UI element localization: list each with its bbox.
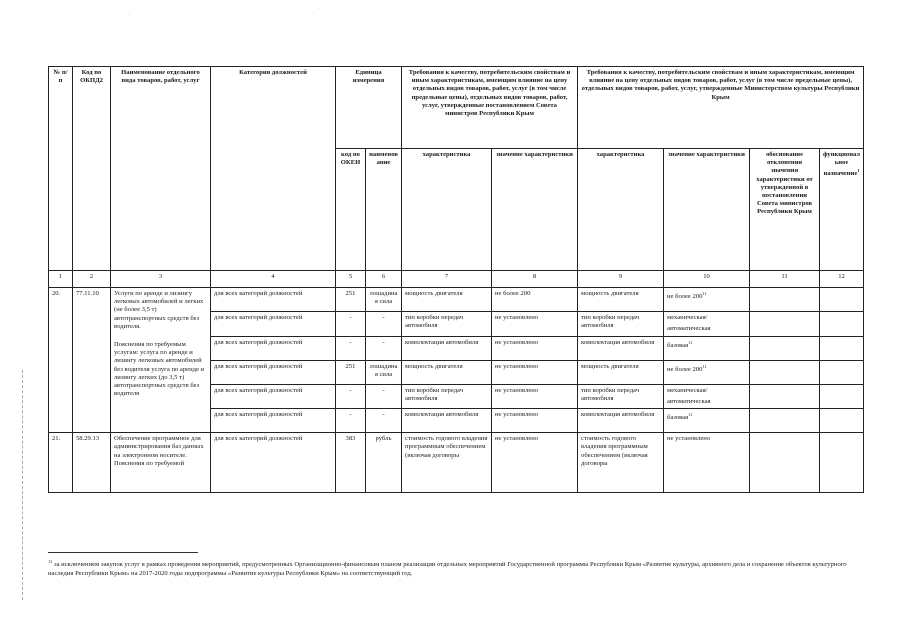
cell-justification [750, 409, 820, 433]
cell-value: не установлено [492, 312, 578, 337]
cell-function [820, 288, 864, 312]
cell-function [820, 360, 864, 384]
row-item-name: Обеспечение программное для администрирования баз данных на электронном носителе. Пояснения по требуемой [111, 433, 211, 493]
col-number: 1 [49, 271, 73, 288]
footnote-divider [48, 552, 198, 553]
cell-function [820, 409, 864, 433]
cell-unit: - [366, 312, 402, 337]
cell-value-2: не установлено [664, 433, 750, 493]
cell-characteristic: комплектация автомобиля [402, 336, 492, 360]
cell-okei: - [336, 312, 366, 337]
cell-characteristic-2: мощность двигателя [578, 360, 664, 384]
value-text: базовая [667, 341, 689, 349]
cell-characteristic: мощность двигателя [402, 288, 492, 312]
cell-okei: - [336, 409, 366, 433]
col-number: 8 [492, 271, 578, 288]
table-row [49, 288, 864, 312]
cell-unit: - [366, 336, 402, 360]
cell-category: для всех категорий должностей [211, 312, 336, 337]
cell-justification [750, 384, 820, 409]
cell-category: для всех категорий должностей [211, 384, 336, 409]
cell-value: не установлено [492, 360, 578, 384]
cell-category: для всех категорий должностей [211, 288, 336, 312]
cell-okei: - [336, 336, 366, 360]
cell-justification [750, 336, 820, 360]
value-text: не более 200 [667, 365, 703, 373]
cell-justification [750, 360, 820, 384]
cell-characteristic-2: тип коробки передач автомобиля [578, 312, 664, 337]
col-header-okpd2: Код по ОКПД2 [73, 67, 111, 271]
col-header-unit-name: наименование [366, 149, 402, 271]
col-number: 7 [402, 271, 492, 288]
cell-function [820, 312, 864, 337]
cell-okei: 251 [336, 288, 366, 312]
cell-category: для всех категорий должностей [211, 409, 336, 433]
row-item-name [111, 288, 211, 433]
cell-okei: 251 [336, 360, 366, 384]
cell-characteristic-2: тип коробки передач автомобиля [578, 384, 664, 409]
cell-characteristic-2: мощность двигателя [578, 288, 664, 312]
cell-category: для всех категорий должностей [211, 433, 336, 493]
footnote-mark: 11 [702, 363, 707, 369]
col-number: 4 [211, 271, 336, 288]
function-label: функциональное назначение [823, 151, 861, 178]
row-number: 21. [49, 433, 73, 493]
table-row [49, 433, 864, 493]
col-number: 10 [664, 271, 750, 288]
cell-justification [750, 288, 820, 312]
row-okpd2-code: 77.11.10 [73, 288, 111, 433]
col-header-category: Категория должностей [211, 67, 336, 271]
cell-characteristic: мощность двигателя [402, 360, 492, 384]
cell-value-2 [664, 409, 750, 433]
footnote-mark: 11 [702, 291, 707, 296]
footnote [48, 557, 863, 578]
cell-value-2 [664, 360, 750, 384]
row-number: 20. [49, 288, 73, 433]
cell-okei: 383 [336, 433, 366, 493]
cell-value: не установлено [492, 384, 578, 409]
col-number: 5 [336, 271, 366, 288]
col-header-function [820, 149, 864, 271]
cell-characteristic-2: комплектация автомобиля [578, 336, 664, 360]
item-note-text: Пояснения по требуемым услугам: услуга по аренде и лизингу легковых автомобилей без водителя услуга по аренде и лизингу легких (до 3,5 т) автотранспортных средств без водителя [114, 341, 205, 398]
item-name-text: Услуги по аренде и лизингу легковых автомобилей и легких (не более 3,5 т) автотранспортных средств без водителя. [114, 290, 204, 330]
col-header-justification: обоснование отклонения значения характеристики от утвержденной в постановлении Совета министров Республики Крым [750, 149, 820, 271]
cell-okei: - [336, 384, 366, 409]
col-number: 2 [73, 271, 111, 288]
cell-characteristic: стоимость годового владения программным обеспечением (включая договоры [402, 433, 492, 493]
requirements-table [48, 66, 864, 493]
cell-unit: лошадиная сила [366, 360, 402, 384]
cell-value-2 [664, 336, 750, 360]
value-text: базовая [667, 414, 689, 422]
cell-category: для всех категорий должностей [211, 336, 336, 360]
cell-characteristic: тип коробки передач автомобиля [402, 312, 492, 337]
cell-function [820, 336, 864, 360]
col-header-characteristic-2: характеристика [578, 149, 664, 271]
footnote-mark: 11 [688, 412, 693, 418]
col-header-gov-requirements: Требования к качеству, потребительским свойствам и иным характеристикам, имеющим влияние на цену отдельных видов товаров, работ, услуг (в том числе предельные цены), отдельных видов товаров, работ, услуг, утвержденные постановлением Совета министров Республики Крым [402, 67, 578, 149]
col-header-name: Наименование отдельного вида товаров, работ, услуг [111, 67, 211, 271]
scan-speck: · [535, 22, 537, 28]
cell-unit: - [366, 409, 402, 433]
col-header-characteristic: характеристика [402, 149, 492, 271]
col-number: 6 [366, 271, 402, 288]
cell-function [820, 384, 864, 409]
col-header-number: № п/п [49, 67, 73, 271]
scan-margin-mark [22, 370, 24, 600]
cell-value-2 [664, 312, 750, 337]
footnote-number: 11 [48, 559, 53, 564]
column-number-row [49, 271, 864, 288]
cell-justification [750, 433, 820, 493]
col-number: 11 [750, 271, 820, 288]
cell-category: для всех категорий должностей [211, 360, 336, 384]
value-text: не более 200 [667, 293, 703, 301]
cell-function [820, 433, 864, 493]
cell-value: не установлено [492, 336, 578, 360]
col-number: 9 [578, 271, 664, 288]
function-footnote-mark: 1 [857, 168, 860, 174]
footnote-mark: 11 [688, 339, 693, 345]
col-number: 3 [111, 271, 211, 288]
cell-value: не установлено [492, 433, 578, 493]
col-header-okei: код по ОКЕИ [336, 149, 366, 271]
col-header-value-2: значение характеристики [664, 149, 750, 271]
cell-characteristic-2: комплектация автомобиля [578, 409, 664, 433]
cell-unit: лошадиная сила [366, 288, 402, 312]
cell-value: не установлено [492, 409, 578, 433]
header-row-1 [49, 67, 864, 149]
value-text: механическая/ автоматическая [667, 386, 711, 405]
col-header-value: значение характеристики [492, 149, 578, 271]
col-number: 12 [820, 271, 864, 288]
scan-speck: · [318, 6, 320, 12]
cell-unit: - [366, 384, 402, 409]
cell-characteristic-2: стоимость годового владения программным обеспечением (включая договоры [578, 433, 664, 493]
cell-unit: рубль [366, 433, 402, 493]
cell-value: не более 200 [492, 288, 578, 312]
col-header-ministry-requirements: Требования к качеству, потребительским свойствам и иным характеристикам, имеющим влияние на цену отдельных видов товаров, работ, услуг (в том числе предельные цены), отдельных видов товаров, работ, услуг, утвержденные Министерством культуры Республики Крым [578, 67, 864, 149]
cell-justification [750, 312, 820, 337]
cell-characteristic: тип коробки передач автомобиля [402, 384, 492, 409]
col-header-unit: Единица измерения [336, 67, 402, 149]
row-okpd2-code: 58.29.13 [73, 433, 111, 493]
scan-speck: · [128, 12, 130, 18]
cell-value-2 [664, 384, 750, 409]
footnote-text: за исключением закупок услуг в рамках проведения мероприятий, предусмотренных Организационно-финансовым планом реализации отдельных мероприятий Государственной программы Республики Крым «Развитие культуры, архивного дела и сохранение объектов культурного наследия Республики Крым» на 2017-2020 годы подпрограммы «Развитие культуры Республики Крым» на соответствующий год. [48, 561, 847, 578]
value-text: механическая/ автоматическая [667, 314, 711, 333]
cell-characteristic: комплектация автомобиля [402, 409, 492, 433]
cell-value-2 [664, 288, 750, 312]
